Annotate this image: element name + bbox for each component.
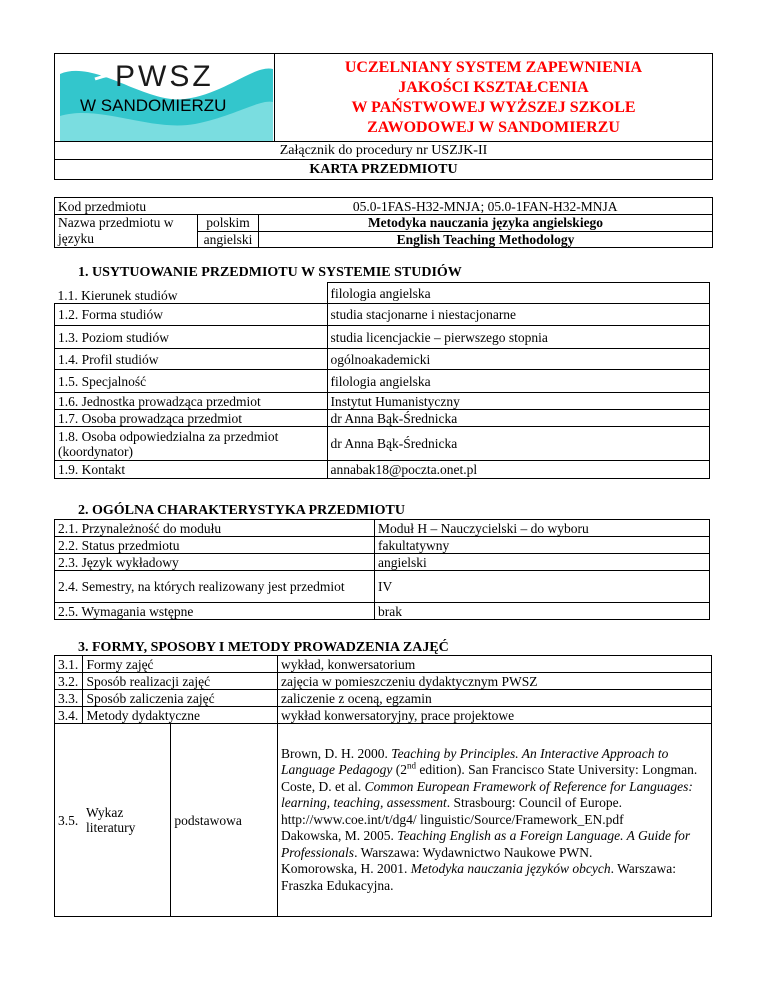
section1-heading: 1. USYTUOWANIE PRZEDMIOTU W SYSTEMIE STUDIÓW bbox=[78, 265, 462, 280]
row-value: angielski bbox=[375, 554, 710, 571]
row-label: Sposób zaliczenia zajęć bbox=[83, 690, 278, 707]
code-label: Kod przedmiotu bbox=[55, 198, 259, 215]
title-line: W PAŃSTWOWEJ WYŻSZEJ SZKOLE bbox=[351, 99, 636, 116]
section3-table bbox=[54, 655, 712, 917]
row-value: IV bbox=[375, 571, 710, 603]
row-value: zaliczenie z oceną, egzamin bbox=[278, 690, 712, 707]
row-value: dr Anna Bąk-Średnicka bbox=[327, 427, 710, 461]
row-value: fakultatywny bbox=[375, 537, 710, 554]
document-header bbox=[54, 53, 713, 180]
lang-pl: polskim bbox=[198, 215, 259, 232]
name-label: Nazwa przedmiotu w języku bbox=[55, 215, 198, 248]
logo bbox=[55, 54, 275, 142]
section2-heading: 2. OGÓLNA CHARAKTERYSTYKA PRZEDMIOTU bbox=[78, 503, 405, 518]
lang-en: angielski bbox=[198, 231, 259, 248]
row-num: 3.1. bbox=[55, 656, 83, 673]
row-label: 1.2. Forma studiów bbox=[55, 304, 328, 326]
row-value: wykład konwersatoryjny, prace projektowe bbox=[278, 707, 712, 724]
lit-entry-dakowska: Dakowska, M. 2005. Teaching English as a Foreign Language. A Guide for Professionals. Warszawa: Wydawnictwo Naukowe PWN. bbox=[281, 828, 691, 860]
title-line: JAKOŚCI KSZTAŁCENIA bbox=[398, 79, 589, 96]
course-table bbox=[54, 197, 713, 248]
row-value: wykład, konwersatorium bbox=[278, 656, 712, 673]
annex-note: Załącznik do procedury nr USZJK-II bbox=[55, 142, 712, 160]
section1-table bbox=[54, 282, 710, 479]
row-label: 1.8. Osoba odpowiedzialna za przedmiot (koordynator) bbox=[55, 427, 328, 461]
lit-entry-brown: Brown, D. H. 2000. Teaching by Principles. An Interactive Approach to Language Pedagogy (2nd edition). San Francisco State University: Longman. bbox=[281, 745, 698, 778]
row-value: studia stacjonarne i niestacjonarne bbox=[327, 304, 710, 326]
title-line: UCZELNIANY SYSTEM ZAPEWNIENIA bbox=[344, 59, 643, 76]
name-pl: Metodyka nauczania języka angielskiego bbox=[259, 215, 713, 232]
row-label: 1.1. Kierunek studiów bbox=[57, 288, 178, 303]
row-value: zajęcia w pomieszczeniu dydaktycznym PWSZ bbox=[278, 673, 712, 690]
row-value: filologia angielska bbox=[327, 283, 710, 304]
row-label: 2.2. Status przedmiotu bbox=[55, 537, 375, 554]
row-label: 2.1. Przynależność do modułu bbox=[55, 520, 375, 537]
card-title: KARTA PRZEDMIOTU bbox=[309, 162, 458, 177]
row-value: brak bbox=[375, 603, 710, 620]
row-label: Sposób realizacji zajęć bbox=[83, 673, 278, 690]
logo-text-pwsz: PWSZ bbox=[115, 60, 214, 93]
system-title bbox=[275, 54, 712, 142]
section2-table bbox=[54, 519, 710, 620]
row-label: 1.4. Profil studiów bbox=[55, 349, 328, 370]
row-value: annabak18@poczta.onet.pl bbox=[327, 461, 710, 479]
lit-num: 3.5. bbox=[55, 724, 83, 917]
literature-list bbox=[278, 724, 712, 917]
row-value: studia licencjackie – pierwszego stopnia bbox=[327, 326, 710, 349]
section3-heading: 3. FORMY, SPOSOBY I METODY PROWADZENIA ZAJĘĆ bbox=[78, 640, 449, 655]
logo-text-sandomierz: W SANDOMIERZU bbox=[80, 96, 227, 115]
row-label: 1.3. Poziom studiów bbox=[55, 326, 328, 349]
lit-type: podstawowa bbox=[171, 724, 278, 917]
row-value: filologia angielska bbox=[327, 370, 710, 393]
row-label: Metody dydaktyczne bbox=[83, 707, 278, 724]
row-label: 2.4. Semestry, na których realizowany jest przedmiot bbox=[55, 571, 375, 603]
row-num: 3.2. bbox=[55, 673, 83, 690]
row-label: 1.5. Specjalność bbox=[55, 370, 328, 393]
row-num: 3.3. bbox=[55, 690, 83, 707]
row-label: 1.7. Osoba prowadząca przedmiot bbox=[55, 410, 328, 427]
lit-label: Wykaz literatury bbox=[83, 724, 171, 917]
code-value: 05.0-1FAS-H32-MNJA; 05.0-1FAN-H32-MNJA bbox=[259, 198, 713, 215]
row-label: 2.5. Wymagania wstępne bbox=[55, 603, 375, 620]
row-num: 3.4. bbox=[55, 707, 83, 724]
title-line: ZAWODOWEJ W SANDOMIERZU bbox=[367, 119, 620, 136]
row-label: 1.6. Jednostka prowadząca przedmiot bbox=[55, 393, 328, 410]
name-en: English Teaching Methodology bbox=[259, 231, 713, 248]
row-label: 2.3. Język wykładowy bbox=[55, 554, 375, 571]
row-label: 1.9. Kontakt bbox=[55, 461, 328, 479]
row-label: Formy zajęć bbox=[83, 656, 278, 673]
lit-entry-komorowska: Komorowska, H. 2001. Metodyka nauczania języków obcych. Warszawa: Fraszka Edukacyjna. bbox=[281, 861, 676, 893]
row-value: Moduł H – Nauczycielski – do wyboru bbox=[375, 520, 710, 537]
row-value: Instytut Humanistyczny bbox=[327, 393, 710, 410]
row-value: dr Anna Bąk-Średnicka bbox=[327, 410, 710, 427]
row-value: ogólnoakademicki bbox=[327, 349, 710, 370]
lit-entry-coste: Coste, D. et al. Common European Framework of Reference for Languages: learning, teaching, assessment. Strasbourg: Council of Europe. http://www.coe.int/t/dg4/ linguistic/Source/Framework_EN.pdf bbox=[281, 778, 693, 827]
